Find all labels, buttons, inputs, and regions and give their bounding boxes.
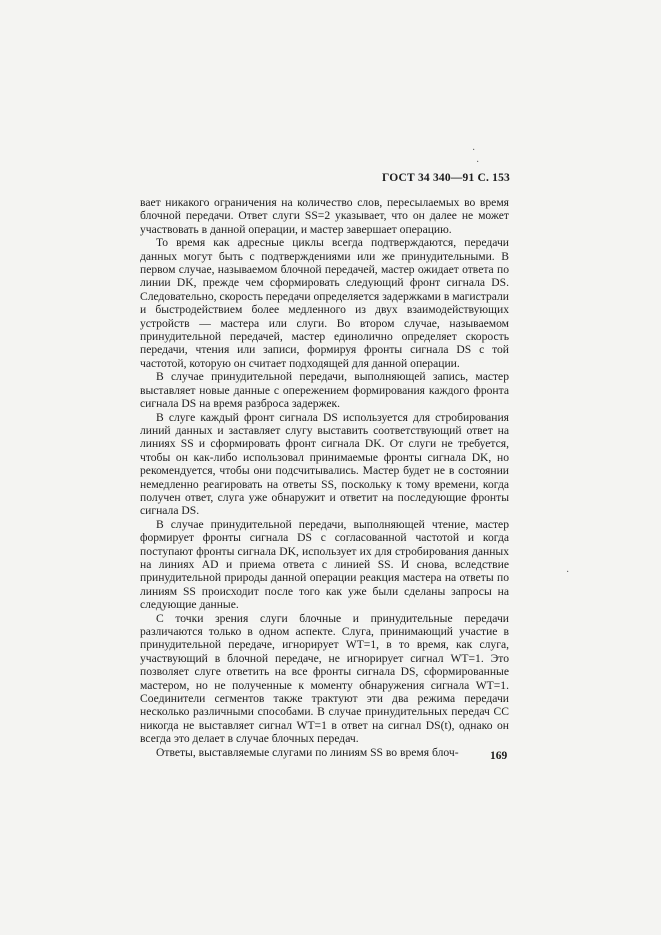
scan-speck: · bbox=[476, 157, 480, 168]
paragraph: В слуге каждый фронт сигнала DS используется для стробирования линий данных и заставляет слугу выставить соответствующий ответ на линиях SS и сформировать фронт сигнала DK. От слуги не требуется, чтобы он как-либо использовал принимаемые фронты сигнала DK, но рекомендуется, чтобы они подсчитывались. Мастер будет не в состоянии немедленно реагировать на ответы SS, поскольку к тому времени, когда получен ответ, слуга уже обнаружит и ответит на последующие фронты сигнала DS. bbox=[140, 410, 509, 518]
scan-speck: · bbox=[566, 567, 570, 578]
paragraph: В случае принудительной передачи, выполняющей запись, мастер выставляет новые данные с опережением формирования каждого фронта сигнала DS на время разброса задержек. bbox=[140, 370, 509, 411]
paragraph: В случае принудительной передачи, выполняющей чтение, мастер формирует фронты сигнала DS с согласованной частотой и когда поступают фронты сигнала DK, использует их для стробирования данных на линиях AD и приема ответа с линией SS. И снова, вследствие принудительной природы данной операции реакция мастера на ответы по линиям SS происходит после того как уже были сделаны запросы на следующие данные. bbox=[140, 517, 509, 612]
paragraph: Ответы, выставляемые слугами по линиям SS во время блоч- bbox=[156, 745, 459, 759]
paragraph: То время как адресные циклы всегда подтверждаются, передачи данных могут быть с подтверждениями или же принудительными. В первом случае, называемом блочной передачей, мастер ожидает ответа по линии DK, прежде чем сформировать следующий фронт сигнала DS. Следовательно, скорость передачи определяется задержками в магистрали и быстродействием более медленного из двух взаимодействующих устройств — мастера или слуги. Во втором случае, называемом принудительной передачей, мастер единолично определяет скорость передачи, чтения или записи, формируя фронты сигнала DS с той частотой, которую он считает подходящей для данной операции. bbox=[140, 236, 509, 370]
paragraph: вает никакого ограничения на количество слов, пересылаемых во время блочной передачи. Ответ слуги SS=2 указывает, что он далее не может участвовать в данной операции, и мастер завершает операцию. bbox=[140, 196, 509, 236]
scan-speck: · bbox=[472, 145, 476, 156]
page-number: 169 bbox=[490, 750, 508, 762]
paragraph: С точки зрения слуги блочные и принудительные передачи различаются только в одном аспекте. Слуга, принимающий участие в принудительной передаче, игнорирует WT=1, в то время, как слуга, участвующий в блочной передаче, не игнорирует сигнал WT=1. Это позволяет слуге ответить на все фронты сигнала DS, сформированные мастером, но не полученные к моменту обнаружения сигнала WT=1. Соединители сегментов также трактуют эти два режима передачи несколько различными способами. В случае принудительных передач CC никогда не выставляет сигнал WT=1 в ответ на сигнал DS(t), однако он всегда это делает в случае блочных передач. bbox=[140, 611, 509, 746]
running-header: ГОСТ 34 340—91 С. 153 bbox=[382, 172, 510, 184]
body-text bbox=[140, 196, 509, 759]
